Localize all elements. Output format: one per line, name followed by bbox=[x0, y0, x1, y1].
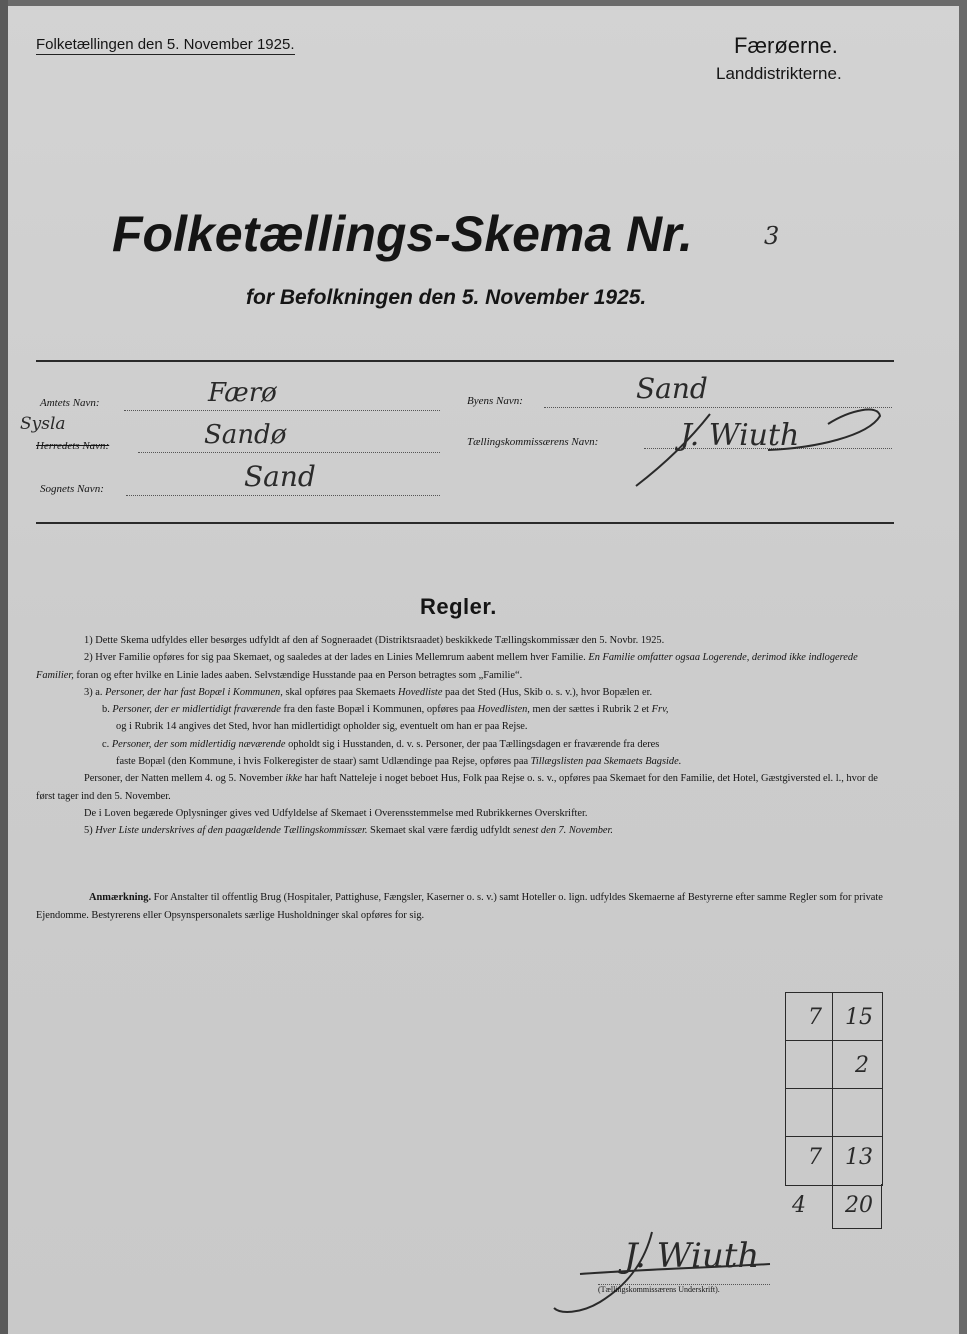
commissioner-signature: J. Wiuth bbox=[624, 1236, 760, 1276]
rule-2: 2) Hver Familie opføres for sig paa Skemaet, og saaledes at der lades en Linies Mellemrum aabent mellem hver Familie. En Familie omfatter ogsaa Logerende, derimod ikke indlogerede Familier, foran og efter hvilke en Linie lades aaben. Selvstændige Husstande paa en Person betragtes som „Familie“. bbox=[36, 652, 858, 681]
herred-label: Herredets Navn: bbox=[36, 440, 110, 452]
tally-r1-c2: 15 bbox=[845, 1005, 873, 1030]
tally-r4-c2: 13 bbox=[845, 1145, 873, 1170]
tally-r4-c1: 7 bbox=[808, 1145, 822, 1170]
tally-r5-c1: 4 bbox=[792, 1193, 806, 1218]
note-text: For Anstalter til offentlig Brug (Hospitaler, Pattighuse, Fængsler, Kaserner o. s. v.) samt Hoteller o. lign. udfyldes Skemaerne af Bestyrerne efter samme Regler som for private Ejendomme. Bestyrerens eller Opsynspersonalets særlige Husholdninger skal opføres for sig. bbox=[36, 892, 883, 921]
kommissaer-handwritten: J. Wiuth bbox=[680, 418, 800, 453]
amt-label: Amtets Navn: bbox=[40, 397, 100, 409]
signature-line bbox=[598, 1284, 770, 1285]
tally-row-line-3 bbox=[785, 1136, 882, 1137]
rules-section bbox=[36, 632, 896, 840]
signature-caption: (Tællingskommissærens Underskrift). bbox=[598, 1285, 720, 1294]
signature-flourish bbox=[540, 1224, 780, 1324]
herred-dotted-line bbox=[138, 452, 440, 453]
tally-r1-c1: 7 bbox=[808, 1005, 822, 1030]
census-date-header: Folketællingen den 5. November 1925. bbox=[36, 36, 295, 53]
sogn-dotted-line bbox=[126, 495, 440, 496]
rule-4b: De i Loven begærede Oplysninger gives ved Udfyldelse af Skemaet i Overensstemmelse med Rubrikkernes Overskrifter. bbox=[84, 807, 588, 819]
form-title: Folketællings-Skema Nr. bbox=[112, 206, 693, 262]
district-type: Landdistrikterne. bbox=[716, 64, 842, 83]
rule-4: Personer, der Natten mellem 4. og 5. November ikke har haft Natteleje i noget beboet Hus, Folk paa Rejse o. s. v., opføres paa Skemaet for den Familie, det Hotel, Gæstgiversted el. l., hvor de først tager ind den 5. November. bbox=[36, 773, 878, 802]
rules-heading: Regler. bbox=[420, 594, 497, 619]
by-label: Byens Navn: bbox=[467, 395, 523, 407]
region-name: Færøerne. bbox=[734, 33, 838, 58]
tally-r5-c2: 20 bbox=[845, 1193, 873, 1218]
rule-5: 5) Hver Liste underskrives af den paagældende Tællingskommissær. Skemaet skal være færdig udfyldt senest den 7. November. bbox=[84, 825, 614, 837]
amt-dotted-line bbox=[124, 410, 440, 411]
scan-edge-top bbox=[0, 0, 967, 6]
note-label: Anmærkning. bbox=[89, 892, 152, 903]
tally-r2-c2: 2 bbox=[855, 1053, 869, 1078]
kommissaer-signature-flourish bbox=[618, 402, 888, 492]
herred-handwritten: Sandø bbox=[204, 420, 287, 450]
tally-row-line-1 bbox=[785, 1040, 882, 1041]
top-divider bbox=[36, 360, 894, 362]
kommissaer-label: Tællingskommissærens Navn: bbox=[467, 436, 599, 448]
by-handwritten: Sand bbox=[636, 372, 708, 405]
rule-3b-cont: og i Rubrik 14 angives det Sted, hvor han midlertidigt opholder sig, eventuelt om han er paa Rejse. bbox=[116, 721, 528, 733]
tally-row-line-2 bbox=[785, 1088, 882, 1089]
annotation-note bbox=[36, 889, 896, 925]
scan-edge-right bbox=[959, 0, 967, 1334]
amt-handwritten: Færø bbox=[208, 378, 277, 408]
rule-3b: b. Personer, der er midlertidigt fraværende fra den faste Bopæl i Kommunen, opføres paa Hovedlisten, men der sættes i Rubrik 2 et Frv, bbox=[102, 704, 669, 716]
scan-edge-left bbox=[0, 0, 8, 1334]
rule-3c-cont: faste Bopæl (den Kommune, i hvis Folkeregister de staar) samt Udlændinge paa Rejse, opføres paa Tillægslisten paa Skemaets Bagside. bbox=[116, 756, 682, 768]
rule-3a: 3) a. Personer, der har fast Bopæl i Kommunen, skal opføres paa Skemaets Hovedliste paa det Sted (Hus, Skib o. s. v.), hvor Bopælen er. bbox=[84, 686, 653, 698]
schema-number-handwritten: 3 bbox=[764, 222, 780, 250]
rule-1: 1) Dette Skema udfyldes eller besørges udfyldt af den af Sogneraadet (Distriktsraadet) beskikkede Tællingskommissær den 5. Novbr. 1925. bbox=[84, 635, 665, 646]
tally-total-box bbox=[832, 1184, 882, 1229]
sogn-handwritten: Sand bbox=[244, 460, 316, 493]
form-subtitle: for Befolkningen den 5. November 1925. bbox=[246, 286, 647, 309]
herred-correction-handwritten: Sysla bbox=[20, 414, 66, 434]
bottom-divider bbox=[36, 522, 894, 524]
rule-3c: c. Personer, der som midlertidig næværende opholdt sig i Husstanden, d. v. s. Personer, der paa Tællingsdagen er fraværende fra deres bbox=[102, 738, 660, 750]
sogn-label: Sognets Navn: bbox=[40, 483, 104, 495]
